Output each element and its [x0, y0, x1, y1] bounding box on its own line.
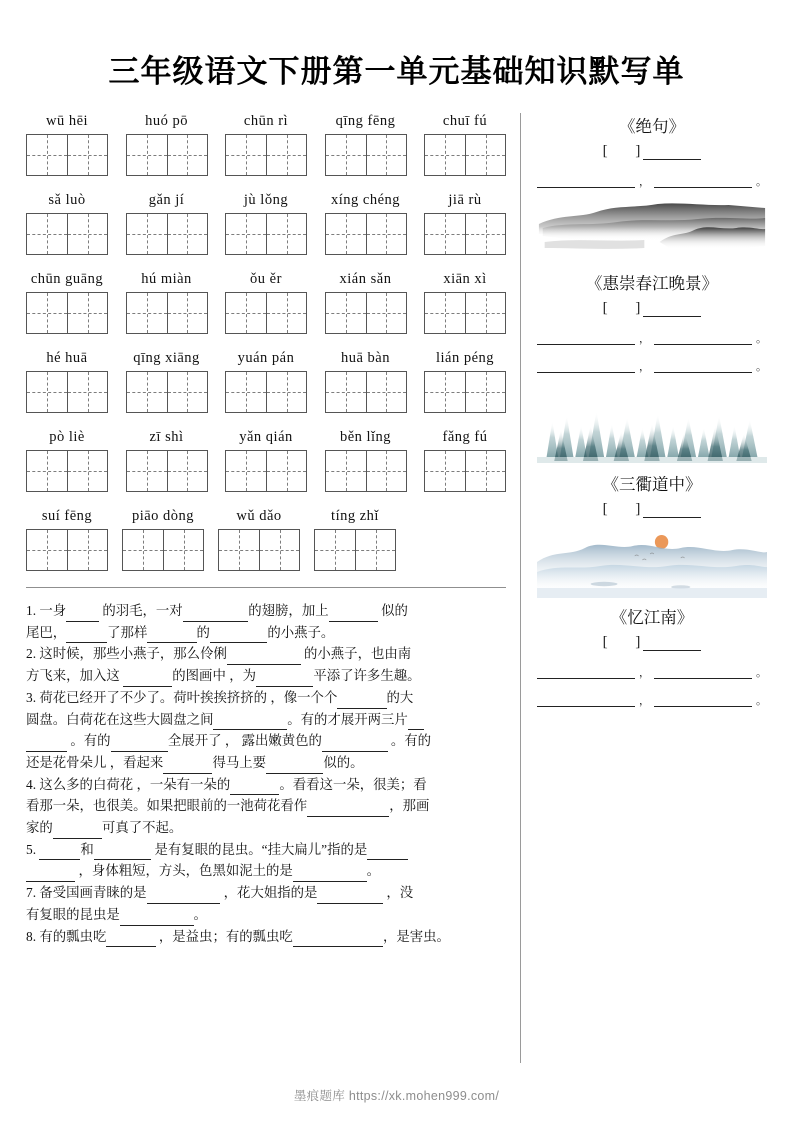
- tianzige-cell[interactable]: [123, 530, 163, 570]
- answer-blank[interactable]: [230, 780, 279, 795]
- passage-line: 还是花骨朵儿 ，看起来 得马上要 似的。: [26, 752, 506, 774]
- section-divider-rule: [26, 587, 506, 588]
- passage-line: 尾巴， 了那样 的 的小燕子。: [26, 622, 506, 644]
- bracket-close: ]: [635, 300, 642, 316]
- poem-blank-segment[interactable]: [654, 665, 752, 679]
- right-column: [521, 113, 767, 1071]
- answer-blank[interactable]: [163, 759, 212, 774]
- tianzige-writing-box[interactable]: [126, 371, 208, 413]
- tianzige-cell[interactable]: [27, 214, 67, 254]
- pinyin-label: chūn guāng: [30, 271, 104, 287]
- pinyin-label: wǔ dǎo: [236, 508, 282, 524]
- passage-line: 看那一朵，也很美。如果把眼前的一池荷花看作 ，那画: [26, 795, 506, 817]
- word-entry: [314, 508, 396, 571]
- poem-author-line: [537, 143, 767, 160]
- tianzige-writing-box[interactable]: [225, 292, 307, 334]
- passage-line: 家的 可真了不起。: [26, 817, 506, 839]
- tianzige-cell[interactable]: [167, 293, 207, 333]
- tianzige-writing-box[interactable]: [126, 292, 208, 334]
- tianzige-writing-box[interactable]: [26, 134, 108, 176]
- passage-line: 方飞来，加入这 的图画中 ，为 平添了许多生趣。: [26, 665, 506, 687]
- tianzige-cell[interactable]: [326, 135, 366, 175]
- answer-blank[interactable]: [94, 845, 151, 860]
- poem-blank-segment[interactable]: [537, 331, 635, 345]
- tianzige-cell[interactable]: [366, 372, 406, 412]
- passage-line: 7. 备受国画青睐的是 ，花大姐指的是 ，没: [26, 882, 506, 904]
- pinyin-label: pò liè: [49, 429, 85, 445]
- poem-blank-segment[interactable]: [654, 693, 752, 707]
- poem-period: 。: [756, 667, 767, 679]
- tianzige-cell[interactable]: [127, 293, 167, 333]
- tianzige-cell[interactable]: [67, 135, 107, 175]
- answer-blank[interactable]: [329, 607, 378, 622]
- tianzige-cell[interactable]: [326, 451, 366, 491]
- tianzige-writing-box[interactable]: [126, 134, 208, 176]
- passage-line: 。有的 全展开了 ， 露出嫩黄色的 。有的: [26, 730, 506, 752]
- tianzige-cell[interactable]: [127, 135, 167, 175]
- answer-blank[interactable]: [106, 932, 155, 947]
- tianzige-writing-box[interactable]: [218, 529, 300, 571]
- tianzige-cell[interactable]: [326, 293, 366, 333]
- tianzige-cell[interactable]: [67, 214, 107, 254]
- tianzige-writing-box[interactable]: [325, 450, 407, 492]
- tianzige-cell[interactable]: [326, 214, 366, 254]
- author-blank[interactable]: [643, 144, 701, 160]
- tianzige-cell[interactable]: [226, 135, 266, 175]
- tianzige-cell[interactable]: [67, 451, 107, 491]
- author-blank[interactable]: [643, 635, 701, 651]
- tianzige-cell[interactable]: [127, 451, 167, 491]
- tianzige-writing-box[interactable]: [325, 292, 407, 334]
- pinyin-label: hé huā: [46, 350, 88, 366]
- tianzige-cell[interactable]: [259, 530, 299, 570]
- tianzige-writing-box[interactable]: [126, 213, 208, 255]
- poem-title: 《忆江南》: [610, 608, 694, 627]
- word-entry: [122, 508, 204, 571]
- pinyin-label: xián sǎn: [339, 271, 392, 287]
- tianzige-cell[interactable]: [315, 530, 355, 570]
- tianzige-cell[interactable]: [425, 372, 465, 412]
- poem-comma: ，: [639, 695, 650, 707]
- answer-blank[interactable]: [210, 628, 267, 643]
- tianzige-writing-box[interactable]: [325, 371, 407, 413]
- answer-blank[interactable]: [307, 802, 389, 817]
- word-entry: [225, 271, 307, 334]
- footer-watermark: 墨痕题库 https://xk.mohen999.com/: [293, 1089, 500, 1103]
- answer-blank[interactable]: [26, 867, 75, 882]
- poem-answer-line[interactable]: [537, 174, 767, 188]
- tianzige-cell[interactable]: [465, 372, 505, 412]
- pinyin-label: qīng xiāng: [133, 350, 200, 366]
- word-entry: [325, 350, 407, 413]
- answer-blank[interactable]: [293, 867, 367, 882]
- tianzige-writing-box[interactable]: [325, 134, 407, 176]
- passage-line: 3. 荷花已经开了不少了。荷叶挨挨挤挤的 ，像一个个 的大: [26, 687, 506, 709]
- bracket-close: ]: [635, 634, 642, 650]
- answer-blank[interactable]: [39, 845, 80, 860]
- poem-block-1: [537, 113, 767, 188]
- pinyin-label: lián péng: [435, 350, 495, 366]
- tianzige-cell[interactable]: [226, 451, 266, 491]
- tianzige-writing-box[interactable]: [225, 213, 307, 255]
- word-entry: [325, 271, 407, 334]
- answer-blank[interactable]: [147, 628, 196, 643]
- poem-title: 《三衢道中》: [602, 475, 702, 494]
- tianzige-cell[interactable]: [465, 451, 505, 491]
- poem-blank-segment[interactable]: [537, 174, 635, 188]
- poem-answer-line[interactable]: [537, 665, 767, 679]
- ink-forest-illustration: [537, 387, 767, 465]
- word-entry: [126, 429, 208, 492]
- pinyin-label: běn lǐng: [339, 429, 392, 445]
- tianzige-writing-box[interactable]: [314, 529, 396, 571]
- poem-title: 《绝句》: [619, 117, 685, 136]
- word-entry: [126, 271, 208, 334]
- poem-blank-segment[interactable]: [537, 693, 635, 707]
- pinyin-grid-row: [26, 113, 506, 176]
- answer-blank[interactable]: [26, 737, 67, 752]
- poem-period: 。: [756, 176, 767, 188]
- poem-author-line: [537, 634, 767, 651]
- poem-comma: ，: [639, 176, 650, 188]
- answer-blank[interactable]: [66, 607, 99, 622]
- poem-period: 。: [756, 333, 767, 345]
- passage-line: 8. 有的瓢虫吃 ，是益虫；有的瓢虫吃 ，是害虫。: [26, 926, 506, 948]
- pinyin-grid-row: [26, 271, 506, 334]
- tianzige-writing-box[interactable]: [225, 450, 307, 492]
- tianzige-writing-box[interactable]: [424, 371, 506, 413]
- answer-blank[interactable]: [317, 889, 383, 904]
- tianzige-cell[interactable]: [425, 135, 465, 175]
- tianzige-cell[interactable]: [167, 372, 207, 412]
- word-entry: [424, 113, 506, 176]
- bracket-open: [: [602, 634, 609, 650]
- tianzige-writing-box[interactable]: [26, 450, 108, 492]
- passage-line: 1. 一身 的羽毛，一对 的翅膀，加上 似的: [26, 600, 506, 622]
- tianzige-writing-box[interactable]: [424, 213, 506, 255]
- tianzige-writing-box[interactable]: [26, 529, 108, 571]
- tianzige-writing-box[interactable]: [122, 529, 204, 571]
- tianzige-writing-box[interactable]: [225, 371, 307, 413]
- passage-line: 有复眼的昆虫是 。: [26, 904, 506, 926]
- word-entry: [424, 271, 506, 334]
- tianzige-cell[interactable]: [226, 293, 266, 333]
- poem-comma: ，: [639, 333, 650, 345]
- answer-blank[interactable]: [367, 845, 408, 860]
- tianzige-cell[interactable]: [465, 214, 505, 254]
- pinyin-grid-row: [26, 192, 506, 255]
- answer-blank[interactable]: [111, 737, 168, 752]
- pinyin-label: zī shì: [149, 429, 184, 445]
- tianzige-cell[interactable]: [219, 530, 259, 570]
- pinyin-label: suí fēng: [41, 508, 93, 524]
- pinyin-grid-row: [26, 429, 506, 492]
- pinyin-label: huā bàn: [341, 350, 390, 366]
- answer-blank[interactable]: [293, 932, 383, 947]
- tianzige-writing-box[interactable]: [424, 134, 506, 176]
- tianzige-cell[interactable]: [465, 293, 505, 333]
- poem-blank-segment[interactable]: [537, 665, 635, 679]
- worksheet-body: [0, 91, 793, 1071]
- tianzige-cell[interactable]: [27, 293, 67, 333]
- tianzige-writing-box[interactable]: [126, 450, 208, 492]
- word-entry: [26, 192, 108, 255]
- tianzige-writing-box[interactable]: [325, 213, 407, 255]
- answer-blank[interactable]: [256, 672, 313, 687]
- word-entry: [126, 192, 208, 255]
- answer-blank[interactable]: [266, 759, 323, 774]
- bracket-close: ]: [635, 143, 642, 159]
- tianzige-cell[interactable]: [67, 293, 107, 333]
- word-entry: [424, 429, 506, 492]
- tianzige-cell[interactable]: [355, 530, 395, 570]
- word-entry: [225, 113, 307, 176]
- poem-period: 。: [756, 361, 767, 373]
- author-blank[interactable]: [643, 301, 701, 317]
- pinyin-label: hú miàn: [141, 271, 192, 287]
- pinyin-label: xiān xì: [443, 271, 487, 287]
- pinyin-label: jiā rù: [448, 192, 482, 208]
- bracket-open: [: [602, 300, 609, 316]
- pinyin-label: jù lǒng: [243, 192, 289, 208]
- answer-blank[interactable]: [337, 693, 386, 708]
- poem-period: 。: [756, 695, 767, 707]
- poem-blank-segment[interactable]: [654, 174, 752, 188]
- word-entry: [424, 350, 506, 413]
- pinyin-label: xíng chéng: [330, 192, 401, 208]
- page-title: 三年级语文下册第一单元基础知识默写单: [108, 54, 685, 89]
- poem-block-4: [537, 604, 767, 707]
- ink-village-sunrise-illustration: [537, 528, 767, 598]
- pinyin-label: huó pō: [145, 113, 188, 129]
- tianzige-cell[interactable]: [366, 293, 406, 333]
- pinyin-label: yuán pán: [237, 350, 295, 366]
- poem-block-3: [537, 471, 767, 518]
- tianzige-cell[interactable]: [266, 451, 306, 491]
- fill-in-blank-passage: [26, 600, 506, 947]
- tianzige-writing-box[interactable]: [225, 134, 307, 176]
- tianzige-cell[interactable]: [127, 372, 167, 412]
- pinyin-label: yǎn qián: [239, 429, 293, 445]
- bracket-open: [: [602, 143, 609, 159]
- pinyin-label: gǎn jí: [148, 192, 185, 208]
- tianzige-writing-box[interactable]: [26, 292, 108, 334]
- tianzige-cell[interactable]: [226, 372, 266, 412]
- poem-comma: ，: [639, 361, 650, 373]
- tianzige-writing-box[interactable]: [26, 213, 108, 255]
- tianzige-cell[interactable]: [425, 293, 465, 333]
- pinyin-label: chūn rì: [243, 113, 289, 129]
- passage-line: 4. 这么多的白荷花 ，一朵有一朵的 。看看这一朵，很美；看: [26, 774, 506, 796]
- word-entry: [225, 350, 307, 413]
- word-entry: [225, 429, 307, 492]
- author-blank[interactable]: [643, 502, 701, 518]
- tianzige-cell[interactable]: [67, 530, 107, 570]
- passage-line: ，身体粗短，方头，色黑如泥土的是 。: [26, 860, 506, 882]
- tianzige-cell[interactable]: [366, 214, 406, 254]
- tianzige-cell[interactable]: [326, 372, 366, 412]
- poem-blank-segment[interactable]: [654, 331, 752, 345]
- tianzige-writing-box[interactable]: [424, 292, 506, 334]
- word-entry: [26, 350, 108, 413]
- tianzige-cell[interactable]: [167, 451, 207, 491]
- pinyin-label: sǎ luò: [48, 192, 86, 208]
- bracket-close: ]: [635, 501, 642, 517]
- poem-answer-line[interactable]: [537, 693, 767, 707]
- pinyin-label: fǎng fú: [442, 429, 488, 445]
- answer-blank[interactable]: [408, 715, 424, 730]
- pinyin-label: wū hēi: [45, 113, 89, 129]
- pinyin-label: ǒu ěr: [250, 271, 282, 287]
- word-entry: [126, 113, 208, 176]
- tianzige-cell[interactable]: [27, 372, 67, 412]
- tianzige-cell[interactable]: [27, 451, 67, 491]
- answer-blank[interactable]: [322, 737, 388, 752]
- poem-title: 《惠崇春江晚景》: [586, 274, 718, 293]
- passage-line: 圆盘。白荷花在这些大圆盘之间 。有的才展开两三片: [26, 709, 506, 731]
- pinyin-grid-row: [26, 350, 506, 413]
- passage-line: 2. 这时候，那些小燕子，那么伶俐 的小燕子，也由南: [26, 643, 506, 665]
- tianzige-cell[interactable]: [266, 214, 306, 254]
- answer-blank[interactable]: [120, 910, 194, 925]
- word-entry: [26, 508, 108, 571]
- pinyin-label: piāo dòng: [131, 508, 195, 524]
- tianzige-cell[interactable]: [27, 530, 67, 570]
- tianzige-cell[interactable]: [27, 135, 67, 175]
- pinyin-label: chuī fú: [442, 113, 488, 129]
- pinyin-label: tíng zhǐ: [331, 508, 379, 524]
- poem-answer-line[interactable]: [537, 331, 767, 345]
- answer-blank[interactable]: [123, 672, 172, 687]
- tianzige-cell[interactable]: [67, 372, 107, 412]
- passage-line: 5. 和 是有复眼的昆虫。“挂大扁儿”指的是: [26, 839, 506, 861]
- word-entry: [218, 508, 300, 571]
- word-entry: [424, 192, 506, 255]
- answer-blank[interactable]: [213, 715, 287, 730]
- answer-blank[interactable]: [147, 889, 221, 904]
- tianzige-cell[interactable]: [226, 214, 266, 254]
- word-entry: [225, 192, 307, 255]
- poem-author-line: [537, 501, 767, 518]
- tianzige-cell[interactable]: [366, 451, 406, 491]
- pinyin-label: qīng fēng: [335, 113, 396, 129]
- word-entry: [126, 350, 208, 413]
- word-entry: [325, 429, 407, 492]
- word-entry: [325, 113, 407, 176]
- tianzige-writing-box[interactable]: [424, 450, 506, 492]
- tianzige-writing-box[interactable]: [26, 371, 108, 413]
- tianzige-cell[interactable]: [266, 372, 306, 412]
- poem-blank-segment[interactable]: [537, 359, 635, 373]
- word-entry: [325, 192, 407, 255]
- word-entry: [26, 271, 108, 334]
- answer-blank[interactable]: [66, 628, 107, 643]
- answer-blank[interactable]: [53, 824, 102, 839]
- tianzige-cell[interactable]: [167, 135, 207, 175]
- answer-blank[interactable]: [227, 650, 301, 665]
- poem-author-line: [537, 300, 767, 317]
- tianzige-cell[interactable]: [366, 135, 406, 175]
- answer-blank[interactable]: [183, 607, 249, 622]
- tianzige-cell[interactable]: [163, 530, 203, 570]
- word-entry: [26, 429, 108, 492]
- poem-blank-segment[interactable]: [654, 359, 752, 373]
- tianzige-cell[interactable]: [425, 214, 465, 254]
- left-column: [26, 113, 520, 1071]
- tianzige-cell[interactable]: [167, 214, 207, 254]
- bracket-open: [: [602, 501, 609, 517]
- ink-mountain-illustration: [537, 202, 767, 264]
- poem-block-2: [537, 270, 767, 373]
- tianzige-cell[interactable]: [266, 135, 306, 175]
- pinyin-writing-grid-area: [26, 113, 506, 571]
- tianzige-cell[interactable]: [127, 214, 167, 254]
- poem-answer-line[interactable]: [537, 359, 767, 373]
- pinyin-grid-row: [26, 508, 506, 571]
- poem-comma: ，: [639, 667, 650, 679]
- tianzige-cell[interactable]: [266, 293, 306, 333]
- word-entry: [26, 113, 108, 176]
- tianzige-cell[interactable]: [425, 451, 465, 491]
- tianzige-cell[interactable]: [465, 135, 505, 175]
